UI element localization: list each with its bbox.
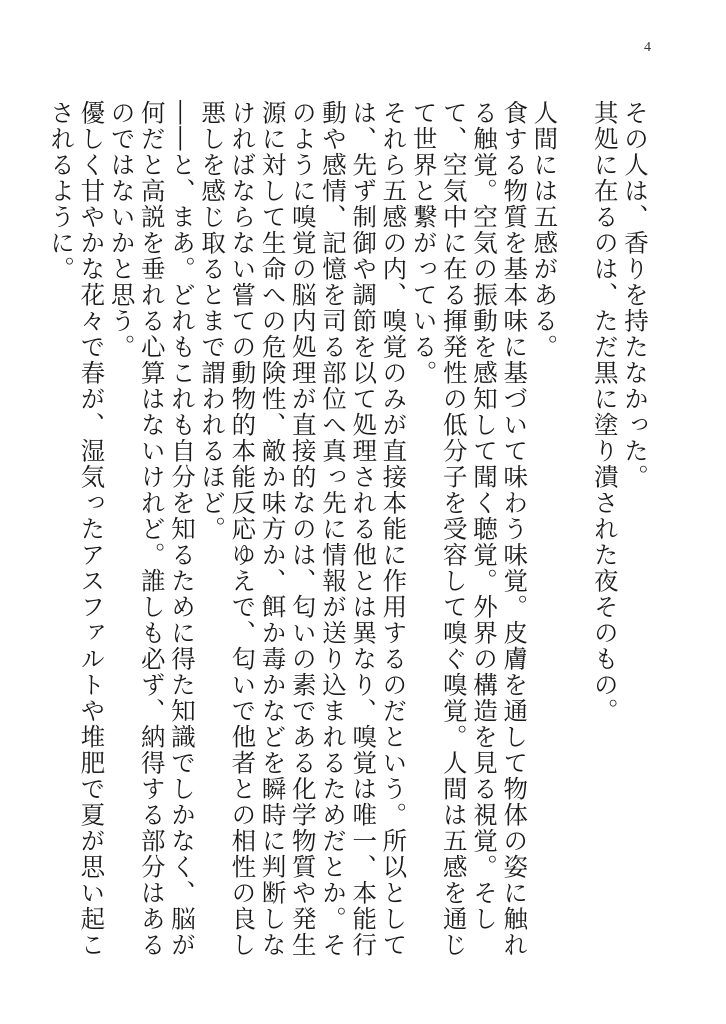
page-number: 4 (644, 40, 651, 55)
paragraph-five-senses: 人間には五感がある。 (530, 100, 560, 360)
paragraph-opening-line: その人は、香りを持たなかった。 (621, 100, 650, 490)
vertical-text-block (46, 100, 650, 970)
paragraph-senses-description: 食する物質を基本味に基づいて味わう味覚。皮膚を通して物体の姿に触れる触覚。空気の振動を感知して聞く聴覚。外界の構造を見る視覚。そして、空気中に在る揮発性の低分子を受容して嗅ぐ嗅覚。人間は五感を通じて世界と繋がっている。 (409, 100, 530, 958)
paragraph-night-line: 其処に在るのは、ただ黒に塗り潰された夜そのもの。 (590, 100, 620, 724)
paragraph-seasons: 優しく甘やかな花々で春が、湿気ったアスファルトや堆肥で夏が思い起こされるように。 (47, 100, 107, 958)
blank-line (559, 100, 589, 970)
paragraph-smell-instinct: それら五感の内、嗅覚のみが直接本能に作用するのだという。所以としては、先ず制御や調節を以て処理される他とは異なり、嗅覚は唯一、本能行動や感情、記憶を司る部位へ真っ先に情報が送り込まれるためだとか。そのように嗅覚の脳内処理が直接的なのは、匂いの素である化学物質や発生源に対して生命への危険性、敵か味方か、餌か毒かなどを瞬時に判断しなければならない嘗ての動物的本能反応ゆえで、匂いで他者との相性の良し悪しを感じ取るとまで謂われるほど。 (198, 100, 409, 958)
paragraph-aside: ――と、まあ。どれもこれも自分を知るために得た知識でしかなく、脳が何だと高説を垂れる心算はないけれど。誰しも必ず、納得する部分はあるのではないかと思う。 (107, 100, 197, 958)
